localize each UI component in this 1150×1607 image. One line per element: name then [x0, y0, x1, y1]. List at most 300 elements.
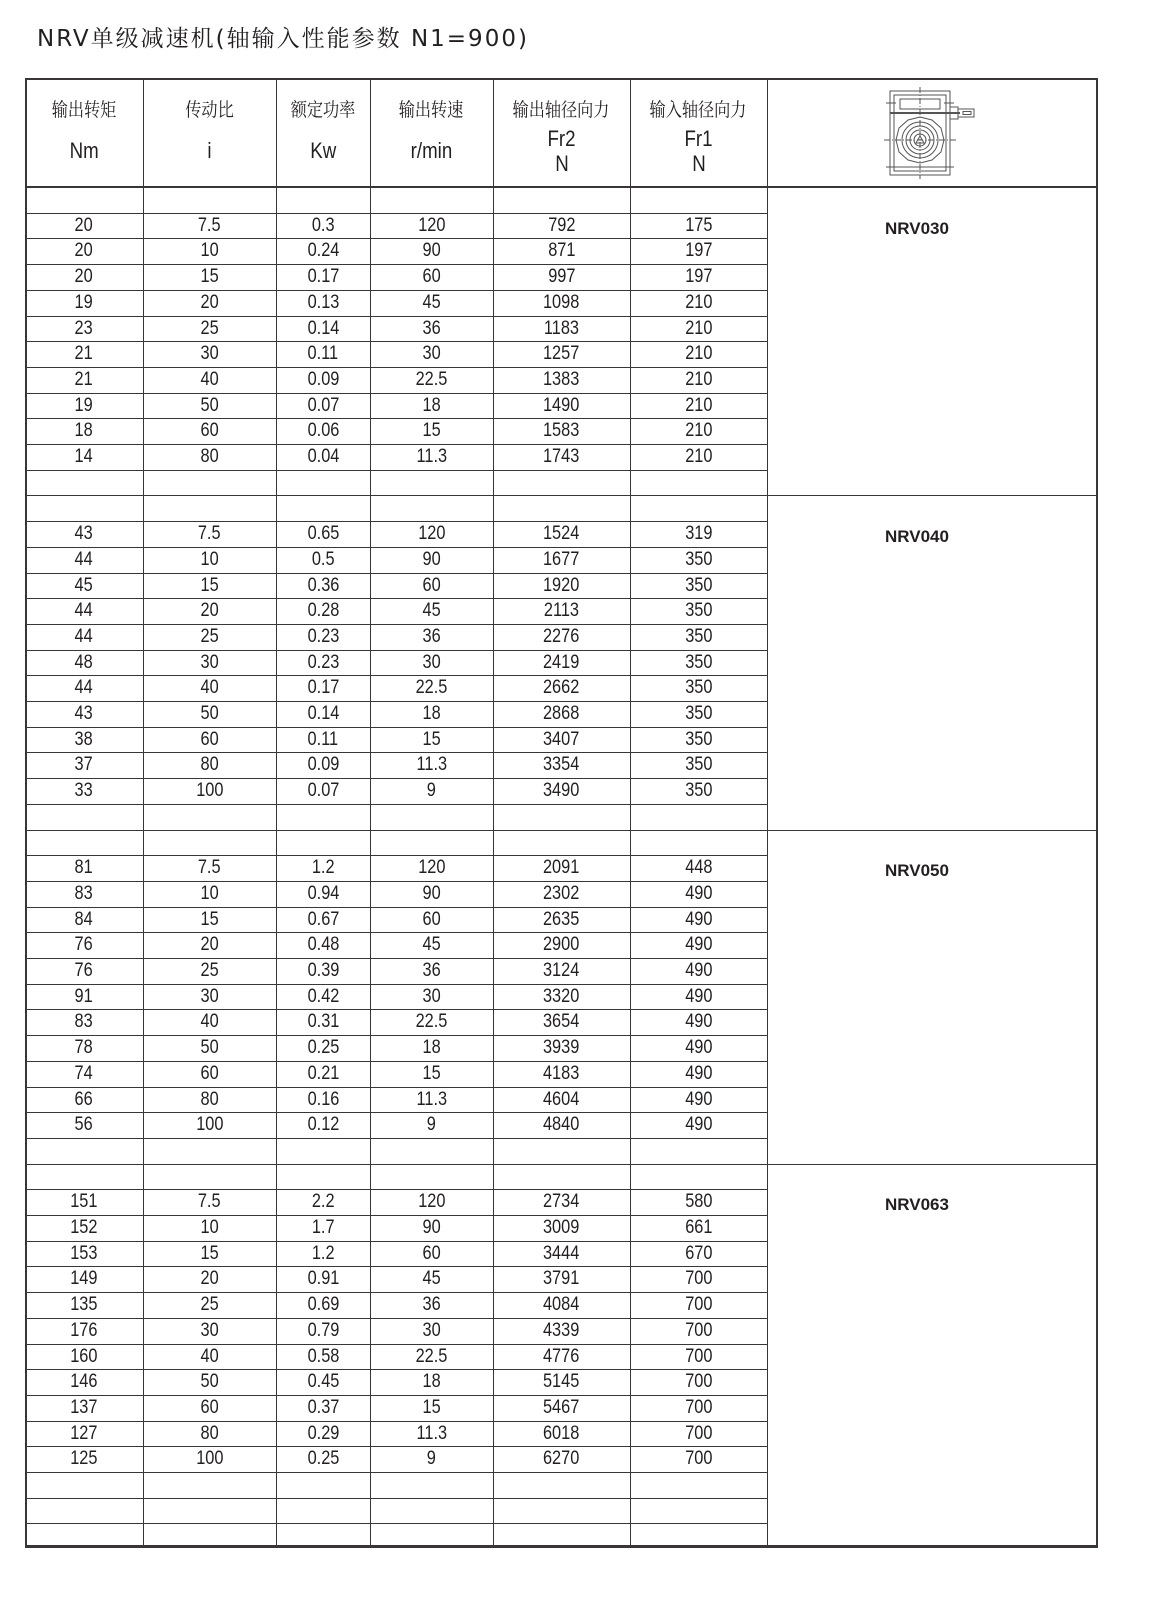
cell-value: 15 [422, 729, 441, 750]
header-unit: N [691, 151, 706, 176]
cell-value: 871 [547, 240, 576, 261]
cell-ratio [143, 1241, 276, 1267]
cell-output-torque [25, 624, 143, 650]
cell-output-radial-force [493, 1421, 630, 1447]
cell-value: 15 [422, 1063, 441, 1084]
cell-value: 66 [74, 1089, 94, 1110]
cell-value: 10 [200, 240, 219, 261]
cell-output-torque [25, 598, 143, 624]
cell-value: 0.13 [307, 292, 339, 313]
cell-rated-power [276, 1035, 370, 1061]
cell-input-radial-force [630, 881, 767, 907]
cell-input-radial-force [630, 1421, 767, 1447]
header-unit: Nm [69, 138, 99, 163]
cell-value: 60 [422, 1243, 441, 1264]
header-label: 传动比 [185, 100, 234, 121]
cell-output-speed [370, 1189, 493, 1215]
cell-output-radial-force [493, 418, 630, 444]
cell-value: 45 [74, 575, 94, 596]
header-label: 额定功率 [290, 100, 356, 121]
cell-value: 127 [70, 1423, 98, 1444]
cell-ratio [143, 727, 276, 753]
cell-value: 20 [200, 934, 219, 955]
cell-value: 6270 [543, 1448, 580, 1469]
cell-value: 83 [74, 883, 94, 904]
cell-value: 84 [74, 909, 94, 930]
cell-value: 1383 [543, 369, 580, 390]
cell-output-torque [25, 418, 143, 444]
cell-output-torque [25, 1061, 143, 1087]
cell-value: 15 [422, 420, 441, 441]
cell-value: 11.3 [416, 754, 447, 775]
cell-value: 350 [684, 549, 713, 570]
cell-value: 0.79 [307, 1320, 339, 1341]
cell-output-speed [370, 521, 493, 547]
cell-value: 25 [200, 318, 219, 339]
cell-value: 2276 [543, 626, 580, 647]
cell-rated-power [276, 701, 370, 727]
cell-output-speed [370, 418, 493, 444]
cell-value: 4183 [543, 1063, 580, 1084]
cell-value: 350 [684, 626, 713, 647]
cell-value: 1490 [543, 395, 580, 416]
cell-value: 18 [74, 420, 94, 441]
cell-output-torque [25, 855, 143, 881]
cell-rated-power [276, 932, 370, 958]
column-divider [143, 78, 144, 1548]
cell-output-torque [25, 1318, 143, 1344]
cell-input-radial-force [630, 1215, 767, 1241]
cell-input-radial-force [630, 341, 767, 367]
cell-output-radial-force [493, 1215, 630, 1241]
cell-output-torque [25, 1087, 143, 1113]
cell-ratio [143, 521, 276, 547]
cell-output-radial-force [493, 1035, 630, 1061]
cell-value: 125 [70, 1448, 98, 1469]
cell-input-radial-force [630, 1112, 767, 1138]
cell-value: 30 [200, 1320, 219, 1341]
cell-output-torque [25, 675, 143, 701]
cell-rated-power [276, 264, 370, 290]
cell-output-radial-force [493, 1395, 630, 1421]
cell-ratio [143, 1189, 276, 1215]
cell-output-speed [370, 701, 493, 727]
header-output-speed [370, 78, 493, 187]
cell-value: 11.3 [416, 1089, 447, 1110]
cell-value: 0.36 [307, 575, 339, 596]
cell-input-radial-force [630, 1241, 767, 1267]
cell-value: 120 [417, 215, 446, 236]
cell-value: 2.2 [311, 1191, 335, 1212]
cell-input-radial-force [630, 1189, 767, 1215]
cell-value: 490 [684, 934, 713, 955]
cell-output-radial-force [493, 238, 630, 264]
header-output-radial-force [493, 78, 630, 187]
cell-ratio [143, 213, 276, 239]
cell-value: 2900 [543, 934, 580, 955]
cell-output-speed [370, 1446, 493, 1472]
cell-rated-power [276, 238, 370, 264]
cell-ratio [143, 1266, 276, 1292]
cell-output-speed [370, 1421, 493, 1447]
cell-ratio [143, 1421, 276, 1447]
cell-value: 1583 [543, 420, 580, 441]
cell-value: 490 [684, 986, 713, 1007]
cell-value: 997 [547, 266, 576, 287]
cell-value: 350 [684, 703, 713, 724]
cell-rated-power [276, 881, 370, 907]
cell-value: 197 [684, 240, 713, 261]
cell-output-torque [25, 1189, 143, 1215]
cell-output-torque [25, 341, 143, 367]
cell-value: 350 [684, 780, 713, 801]
cell-value: 120 [417, 523, 446, 544]
cell-value: 76 [74, 934, 94, 955]
cell-output-radial-force [493, 316, 630, 342]
cell-input-radial-force [630, 855, 767, 881]
cell-value: 25 [200, 960, 219, 981]
cell-ratio [143, 855, 276, 881]
header-symbol: Fr1 [684, 126, 713, 151]
cell-input-radial-force [630, 984, 767, 1010]
cell-value: 175 [684, 215, 713, 236]
cell-value: 60 [200, 1397, 219, 1418]
cell-value: 670 [684, 1243, 713, 1264]
cell-value: 210 [684, 420, 713, 441]
cell-output-torque [25, 213, 143, 239]
cell-output-radial-force [493, 907, 630, 933]
cell-value: 76 [74, 960, 94, 981]
header-rated-power [276, 78, 370, 187]
cell-ratio [143, 444, 276, 470]
cell-value: 350 [684, 575, 713, 596]
cell-rated-power [276, 1009, 370, 1035]
cell-rated-power [276, 1241, 370, 1267]
cell-output-radial-force [493, 1061, 630, 1087]
cell-output-torque [25, 984, 143, 1010]
cell-value: 490 [684, 1063, 713, 1084]
header-unit: N [554, 151, 569, 176]
cell-input-radial-force [630, 1395, 767, 1421]
cell-output-radial-force [493, 1189, 630, 1215]
cell-value: 60 [422, 909, 441, 930]
cell-value: 3320 [543, 986, 580, 1007]
cell-output-radial-force [493, 1369, 630, 1395]
cell-value: 700 [684, 1320, 713, 1341]
cell-rated-power [276, 1421, 370, 1447]
cell-output-speed [370, 907, 493, 933]
cell-rated-power [276, 855, 370, 881]
cell-value: 60 [200, 1063, 219, 1084]
cell-input-radial-force [630, 367, 767, 393]
cell-value: 700 [684, 1268, 713, 1289]
header-output-torque [25, 78, 143, 187]
cell-input-radial-force [630, 932, 767, 958]
cell-value: 490 [684, 1037, 713, 1058]
cell-value: 2302 [543, 883, 580, 904]
cell-output-torque [25, 1344, 143, 1370]
cell-output-speed [370, 598, 493, 624]
cell-output-speed [370, 367, 493, 393]
cell-input-radial-force [630, 650, 767, 676]
cell-value: 30 [422, 652, 441, 673]
cell-value: 490 [684, 1114, 713, 1135]
cell-value: 2734 [543, 1191, 580, 1212]
cell-input-radial-force [630, 316, 767, 342]
cell-value: 350 [684, 754, 713, 775]
cell-rated-power [276, 418, 370, 444]
cell-value: 120 [417, 1191, 446, 1212]
cell-value: 18 [422, 703, 441, 724]
cell-value: 36 [422, 960, 441, 981]
cell-value: 30 [200, 652, 219, 673]
cell-value: 0.45 [307, 1371, 339, 1392]
cell-value: 490 [684, 960, 713, 981]
cell-value: 19 [74, 292, 94, 313]
cell-value: 30 [422, 986, 441, 1007]
cell-output-speed [370, 881, 493, 907]
cell-value: 50 [200, 1037, 219, 1058]
cell-output-radial-force [493, 675, 630, 701]
cell-value: 45 [422, 1268, 441, 1289]
cell-value: 81 [74, 857, 94, 878]
cell-output-torque [25, 444, 143, 470]
cell-value: 14 [74, 446, 94, 467]
cell-value: 18 [422, 1371, 441, 1392]
cell-output-speed [370, 1112, 493, 1138]
cell-ratio [143, 393, 276, 419]
cell-output-speed [370, 675, 493, 701]
cell-input-radial-force [630, 1009, 767, 1035]
cell-value: 80 [200, 446, 219, 467]
cell-value: 0.16 [307, 1089, 339, 1110]
cell-rated-power [276, 213, 370, 239]
cell-output-speed [370, 1318, 493, 1344]
cell-value: 78 [74, 1037, 94, 1058]
cell-output-speed [370, 1087, 493, 1113]
cell-value: 151 [70, 1191, 98, 1212]
cell-value: 0.06 [307, 420, 339, 441]
cell-input-radial-force [630, 624, 767, 650]
cell-value: 0.04 [307, 446, 339, 467]
cell-input-radial-force [630, 547, 767, 573]
cell-value: 2868 [543, 703, 580, 724]
cell-value: 120 [417, 857, 446, 878]
cell-value: 20 [74, 215, 94, 236]
cell-ratio [143, 1318, 276, 1344]
cell-value: 30 [422, 1320, 441, 1341]
cell-input-radial-force [630, 444, 767, 470]
cell-output-speed [370, 1292, 493, 1318]
cell-value: 23 [74, 318, 94, 339]
cell-output-torque [25, 778, 143, 804]
cell-rated-power [276, 1061, 370, 1087]
cell-ratio [143, 907, 276, 933]
cell-value: 20 [74, 240, 94, 261]
cell-output-torque [25, 573, 143, 599]
cell-output-radial-force [493, 701, 630, 727]
cell-rated-power [276, 650, 370, 676]
cell-value: 40 [200, 677, 219, 698]
cell-output-radial-force [493, 598, 630, 624]
cell-input-radial-force [630, 264, 767, 290]
cell-ratio [143, 1061, 276, 1087]
cell-value: 490 [684, 1011, 713, 1032]
cell-value: 3791 [543, 1268, 580, 1289]
cell-output-speed [370, 1215, 493, 1241]
cell-ratio [143, 418, 276, 444]
cell-output-torque [25, 1266, 143, 1292]
cell-value: 210 [684, 343, 713, 364]
cell-value: 7.5 [198, 215, 221, 236]
cell-ratio [143, 1344, 276, 1370]
cell-value: 3009 [543, 1217, 580, 1238]
cell-output-torque [25, 881, 143, 907]
cell-value: 0.48 [307, 934, 339, 955]
cell-value: 0.11 [307, 343, 339, 364]
cell-output-torque [25, 907, 143, 933]
cell-output-speed [370, 958, 493, 984]
cell-output-radial-force [493, 213, 630, 239]
cell-rated-power [276, 341, 370, 367]
group-divider [25, 830, 1098, 831]
header-label: 输出转矩 [51, 100, 117, 121]
cell-value: 700 [684, 1397, 713, 1418]
cell-output-radial-force [493, 1318, 630, 1344]
cell-value: 1.7 [311, 1217, 335, 1238]
cell-output-radial-force [493, 984, 630, 1010]
header-label: 输入轴径向力 [650, 100, 747, 121]
cell-value: 60 [422, 266, 441, 287]
cell-input-radial-force [630, 958, 767, 984]
cell-input-radial-force [630, 1318, 767, 1344]
cell-output-speed [370, 1344, 493, 1370]
cell-input-radial-force [630, 213, 767, 239]
column-divider [276, 78, 277, 1548]
cell-ratio [143, 1292, 276, 1318]
cell-value: 80 [200, 754, 219, 775]
cell-value: 15 [422, 1397, 441, 1418]
cell-value: 60 [200, 729, 219, 750]
cell-value: 1920 [543, 575, 580, 596]
cell-rated-power [276, 675, 370, 701]
cell-value: 3354 [543, 754, 580, 775]
cell-output-radial-force [493, 932, 630, 958]
cell-output-speed [370, 752, 493, 778]
cell-value: 3939 [543, 1037, 580, 1058]
cell-value: 700 [684, 1371, 713, 1392]
cell-ratio [143, 1009, 276, 1035]
cell-value: 700 [684, 1346, 713, 1367]
cell-value: 152 [70, 1217, 98, 1238]
cell-value: 80 [200, 1089, 219, 1110]
cell-ratio [143, 1395, 276, 1421]
cell-rated-power [276, 573, 370, 599]
cell-value: 40 [200, 1011, 219, 1032]
cell-value: 0.5 [311, 549, 335, 570]
cell-ratio [143, 238, 276, 264]
cell-output-torque [25, 264, 143, 290]
cell-ratio [143, 367, 276, 393]
cell-output-torque [25, 238, 143, 264]
cell-ratio [143, 341, 276, 367]
cell-value: 0.58 [307, 1346, 339, 1367]
cell-input-radial-force [630, 1061, 767, 1087]
row-divider [25, 1472, 767, 1473]
cell-output-speed [370, 573, 493, 599]
row-divider [25, 470, 767, 471]
cell-value: 0.91 [307, 1268, 339, 1289]
cell-rated-power [276, 521, 370, 547]
cell-ratio [143, 778, 276, 804]
cell-ratio [143, 881, 276, 907]
cell-value: 0.23 [307, 652, 339, 673]
cell-value: 0.3 [311, 215, 335, 236]
cell-value: 7.5 [198, 1191, 221, 1212]
cell-value: 80 [200, 1423, 219, 1444]
cell-output-radial-force [493, 1009, 630, 1035]
cell-output-speed [370, 650, 493, 676]
cell-input-radial-force [630, 521, 767, 547]
cell-value: 0.09 [307, 369, 339, 390]
cell-value: 0.07 [307, 780, 339, 801]
cell-output-speed [370, 624, 493, 650]
cell-output-torque [25, 393, 143, 419]
cell-value: 2662 [543, 677, 580, 698]
cell-value: 0.25 [307, 1448, 339, 1469]
header-unit: i [207, 138, 212, 163]
cell-value: 0.29 [307, 1423, 339, 1444]
cell-value: 50 [200, 1371, 219, 1392]
cell-value: 18 [422, 395, 441, 416]
cell-rated-power [276, 1215, 370, 1241]
cell-value: 0.67 [307, 909, 339, 930]
cell-value: 20 [200, 292, 219, 313]
cell-input-radial-force [630, 418, 767, 444]
cell-value: 3654 [543, 1011, 580, 1032]
cell-rated-power [276, 1189, 370, 1215]
cell-value: 15 [200, 909, 219, 930]
cell-value: 44 [74, 677, 94, 698]
cell-rated-power [276, 624, 370, 650]
worm-gearbox-drawing-icon [882, 87, 977, 179]
cell-value: 74 [74, 1063, 94, 1084]
cell-value: 7.5 [198, 523, 221, 544]
cell-output-radial-force [493, 1241, 630, 1267]
cell-value: 210 [684, 369, 713, 390]
cell-output-torque [25, 521, 143, 547]
cell-value: 15 [200, 266, 219, 287]
cell-output-radial-force [493, 393, 630, 419]
cell-value: 15 [200, 575, 219, 596]
cell-output-speed [370, 393, 493, 419]
cell-value: 350 [684, 600, 713, 621]
cell-rated-power [276, 1446, 370, 1472]
page-title: NRV单级减速机(轴输入性能参数 N1=900) [37, 26, 529, 52]
cell-value: 149 [70, 1268, 98, 1289]
cell-output-torque [25, 1292, 143, 1318]
row-divider [25, 804, 767, 805]
row-divider [25, 1523, 767, 1524]
cell-value: 5467 [543, 1397, 580, 1418]
cell-value: 661 [684, 1217, 713, 1238]
cell-value: 0.23 [307, 626, 339, 647]
cell-value: 60 [200, 420, 219, 441]
column-divider [370, 78, 371, 1548]
cell-value: 45 [422, 292, 441, 313]
cell-value: 1.2 [311, 857, 335, 878]
cell-input-radial-force [630, 1266, 767, 1292]
